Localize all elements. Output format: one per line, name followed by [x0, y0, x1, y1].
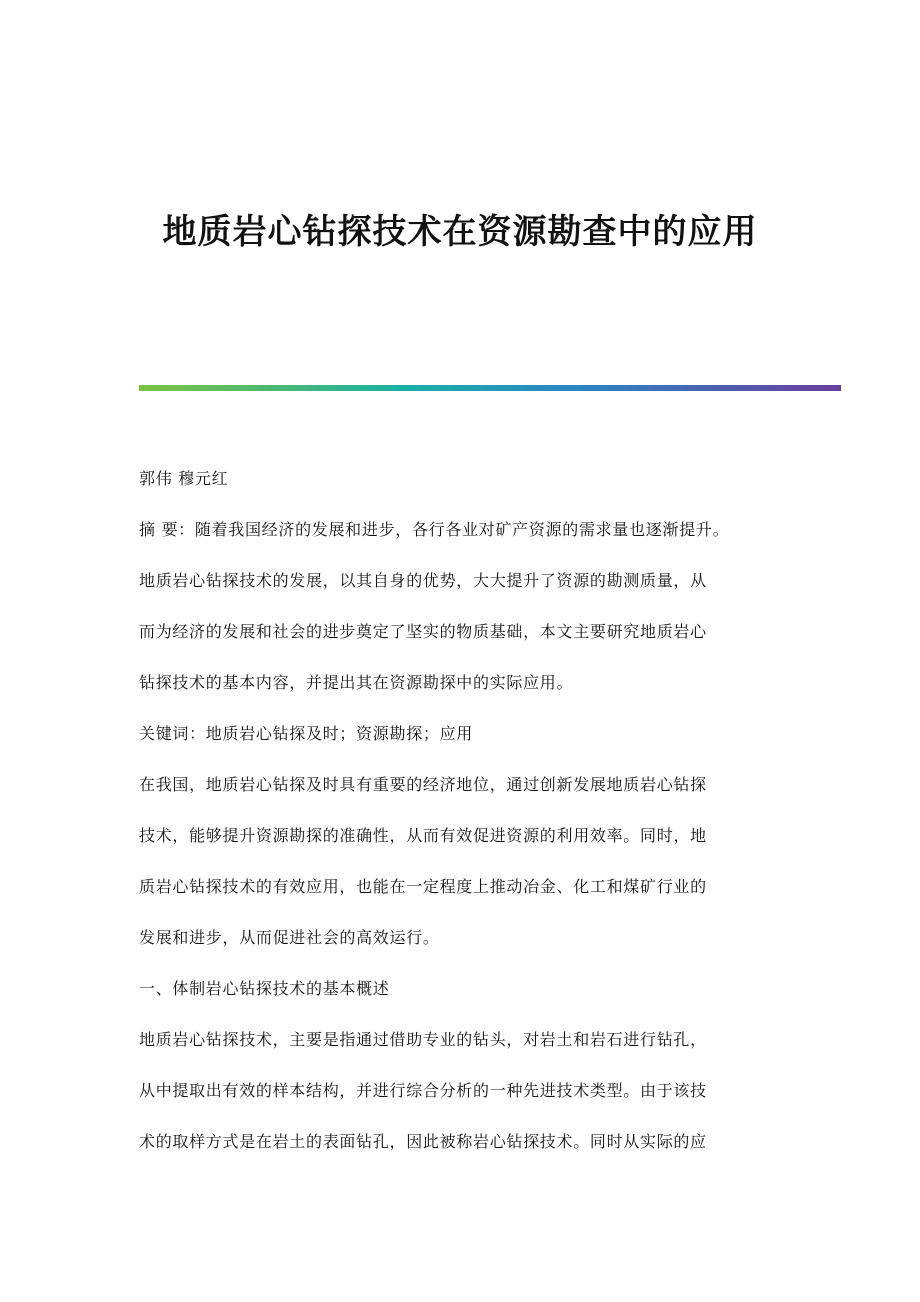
- abstract-line: 而为经济的发展和社会的进步奠定了坚实的物质基础，本文主要研究地质岩心: [139, 622, 707, 641]
- section1-line: 从中提取出有效的样本结构，并进行综合分析的一种先进技术类型。由于该技: [139, 1081, 707, 1100]
- document-title: 地质岩心钻探技术在资源勘查中的应用: [162, 212, 758, 252]
- section1-line: 地质岩心钻探技术，主要是指通过借助专业的钻头，对岩土和岩石进行钻孔，: [139, 1030, 707, 1049]
- section-heading: 一、体制岩心钻探技术的基本概述: [139, 979, 390, 998]
- intro-line: 技术，能够提升资源勘探的准确性，从而有效促进资源的利用效率。同时，地: [139, 826, 707, 845]
- abstract-line: 钻探技术的基本内容，并提出其在资源勘探中的实际应用。: [139, 673, 574, 692]
- authors: 郭伟 穆元红: [139, 469, 229, 488]
- intro-paragraph: [139, 773, 799, 950]
- intro-line: 质岩心钻探技术的有效应用，也能在一定程度上推动冶金、化工和煤矿行业的: [139, 877, 707, 896]
- intro-line: 在我国，地质岩心钻探及时具有重要的经济地位，通过创新发展地质岩心钻探: [139, 775, 707, 794]
- document-body: [139, 467, 799, 1154]
- section1-paragraph: [139, 1028, 799, 1154]
- abstract-line: 地质岩心钻探技术的发展，以其自身的优势，大大提升了资源的勘测质量，从: [139, 571, 707, 590]
- title-divider: [139, 385, 841, 391]
- abstract-line: 摘 要：随着我国经济的发展和进步，各行各业对矿产资源的需求量也逐渐提升。: [139, 520, 730, 539]
- keywords: 关键词：地质岩心钻探及时；资源勘探；应用: [139, 724, 474, 743]
- intro-line: 发展和进步，从而促进社会的高效运行。: [139, 928, 440, 947]
- abstract: [139, 518, 799, 695]
- section1-line: 术的取样方式是在岩土的表面钻孔，因此被称岩心钻探技术。同时从实际的应: [139, 1132, 707, 1151]
